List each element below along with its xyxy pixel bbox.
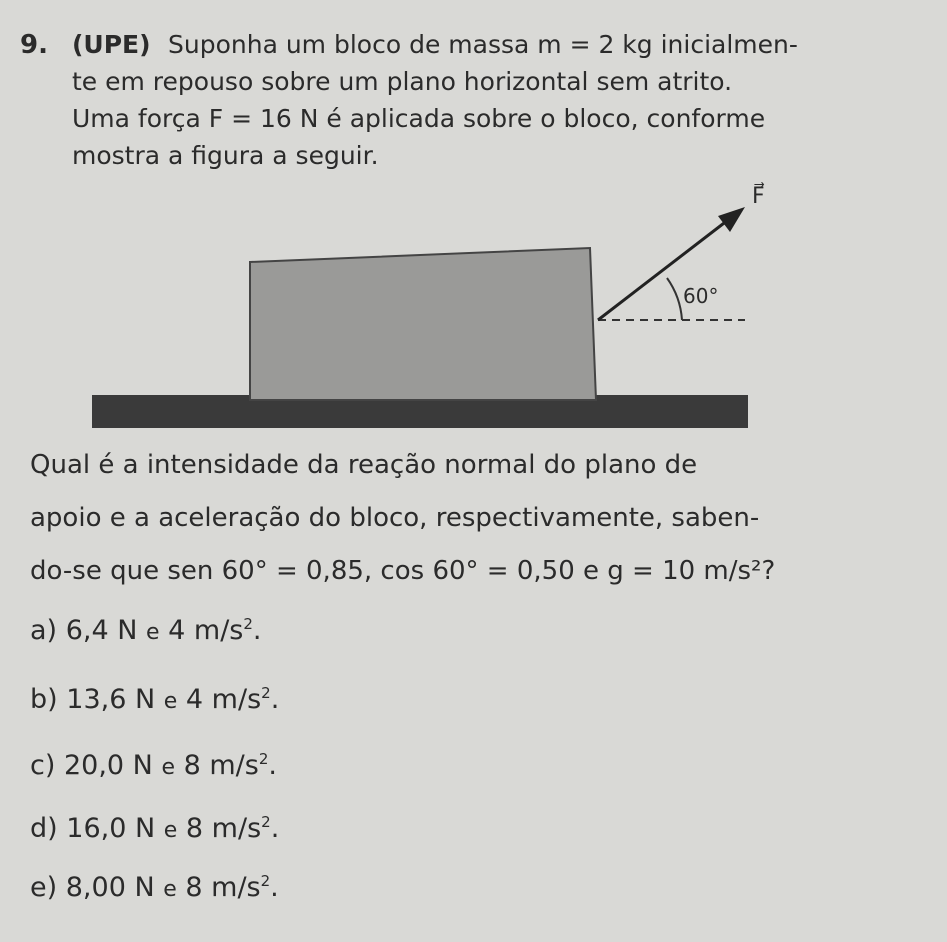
question-intro-line-4: mostra a figura a seguir.	[72, 141, 379, 170]
option-exp: 2	[260, 872, 271, 890]
option-letter: d)	[30, 813, 58, 844]
option-conj: e	[163, 689, 178, 714]
option-conj: e	[146, 620, 160, 645]
angle-label: 60°	[683, 284, 719, 308]
option-exp: 2	[261, 684, 271, 702]
option-end: .	[270, 872, 279, 903]
question-intro-line-1: Suponha um bloco de massa m = 2 kg inicialmen-	[168, 30, 798, 59]
question-source-label: (UPE)	[72, 30, 151, 59]
option-end: .	[252, 615, 262, 646]
block	[250, 248, 596, 400]
force-label: F⃗	[752, 184, 765, 209]
prompt-line-3: do-se que sen 60° = 0,85, cos 60° = 0,50 e g = 10 m/s²?	[30, 556, 776, 586]
option-normal: 16,0 N	[66, 813, 156, 844]
force-arrowhead	[718, 207, 745, 232]
prompt-line-1: Qual é a intensidade da reação normal do plano de	[30, 450, 698, 480]
option-conj: e	[163, 818, 178, 843]
question-number: 9.	[20, 30, 48, 60]
option-normal: 20,0 N	[63, 750, 153, 781]
option-accel: 8 m/s	[183, 750, 259, 781]
option-a	[30, 615, 262, 646]
option-normal: 13,6 N	[66, 684, 156, 715]
option-exp: 2	[243, 615, 253, 633]
question-intro-line-2: te em repouso sobre um plano horizontal sem atrito.	[72, 67, 733, 96]
option-end: .	[270, 684, 280, 715]
option-end: .	[268, 750, 277, 781]
option-letter: a)	[30, 615, 58, 646]
option-normal: 6,4 N	[65, 615, 138, 646]
option-e	[30, 872, 279, 903]
option-letter: c)	[30, 750, 56, 781]
option-letter: b)	[30, 684, 58, 715]
option-accel: 8 m/s	[185, 813, 262, 844]
option-exp: 2	[261, 813, 271, 831]
option-accel: 8 m/s	[185, 872, 261, 903]
option-accel: 4 m/s	[185, 684, 262, 715]
option-normal: 8,00 N	[65, 872, 155, 903]
option-c	[30, 750, 277, 781]
option-conj: e	[161, 755, 176, 780]
option-exp: 2	[258, 750, 269, 768]
option-end: .	[270, 813, 280, 844]
prompt-line-2: apoio e a aceleração do bloco, respectivamente, saben-	[30, 503, 760, 533]
angle-arc	[667, 278, 682, 320]
question-intro-line-3: Uma força F = 16 N é aplicada sobre o bloco, conforme	[72, 104, 766, 133]
option-d	[30, 813, 279, 844]
option-letter: e)	[30, 872, 58, 903]
option-b	[30, 684, 279, 715]
option-accel: 4 m/s	[168, 615, 244, 646]
option-conj: e	[163, 877, 177, 902]
